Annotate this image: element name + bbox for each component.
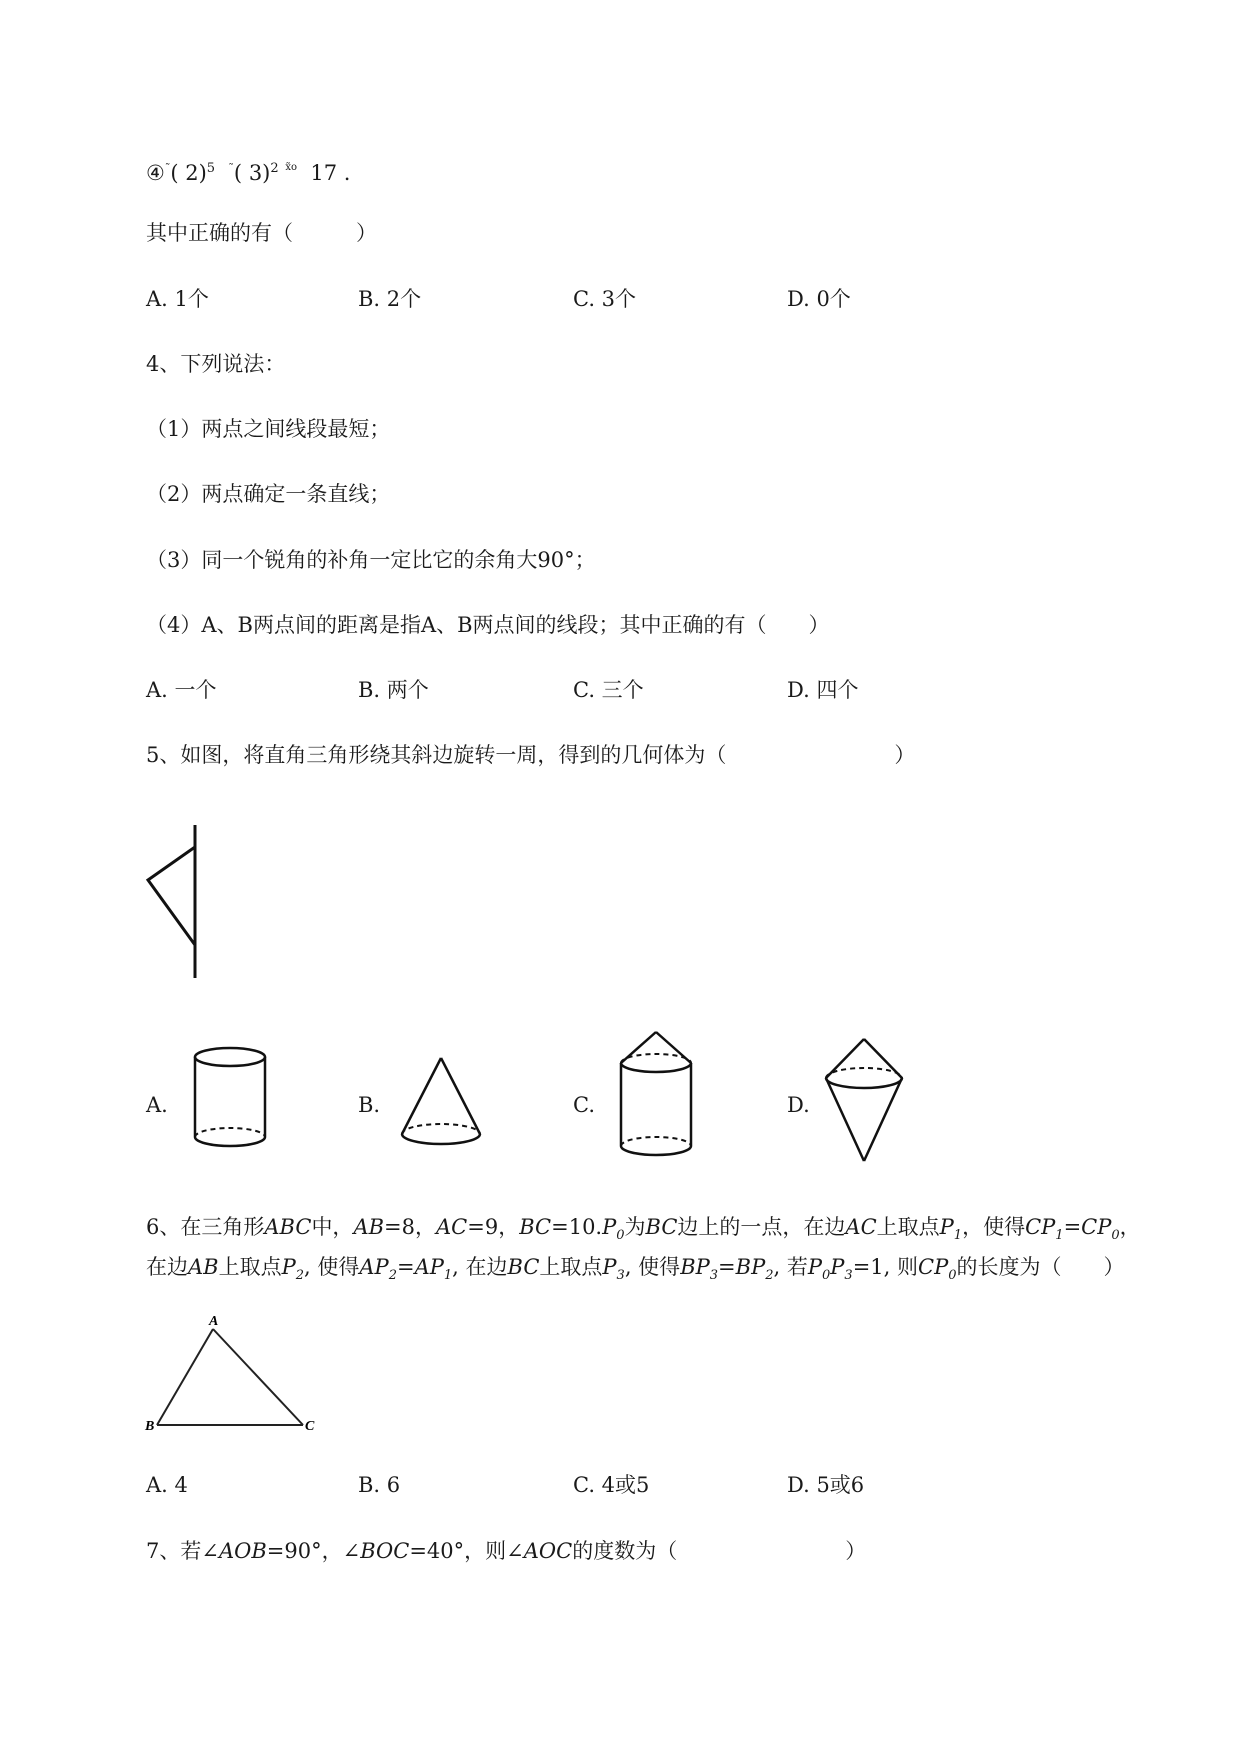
- text: =: [1063, 1215, 1082, 1239]
- subscript: 2: [765, 1268, 774, 1284]
- q4-option-b[interactable]: B. 两个: [358, 678, 429, 702]
- cylinder-icon: [190, 1045, 270, 1155]
- right-triangle-figure: [140, 820, 210, 980]
- text: , 使得: [304, 1255, 360, 1279]
- q4-option-d[interactable]: D. 四个: [787, 678, 859, 702]
- text: , 在边: [452, 1255, 508, 1279]
- q5-option-b[interactable]: B.: [358, 1093, 381, 1117]
- item-marker: ④: [146, 161, 165, 185]
- var: ABC: [264, 1215, 312, 1239]
- label-a: A: [209, 1314, 219, 1329]
- exponent: 5: [206, 161, 216, 176]
- text: 的长度为（ ）: [956, 1255, 1125, 1279]
- q6-option-a[interactable]: A. 4: [146, 1473, 188, 1497]
- q4-statement-4: （4）A、B两点间的距离是指A、B两点间的线段；其中正确的有（ ）: [146, 613, 830, 637]
- text: 中，: [311, 1215, 354, 1239]
- text: 6、在三角形: [146, 1215, 265, 1239]
- q3-item4: ④˜( 2)$^5$ ˜( 3)$^2$ $^{x̃o}$ 17 .: [146, 161, 351, 185]
- var: P: [830, 1255, 845, 1279]
- q7-stem: [146, 1536, 866, 1566]
- text: 的度数为（ ）: [572, 1539, 867, 1563]
- subscript: 1: [1055, 1228, 1064, 1244]
- double-cone-icon: [822, 1035, 906, 1165]
- var: BP: [680, 1255, 710, 1279]
- label-b: B: [145, 1419, 155, 1432]
- q4-stem: 4、下列说法：: [146, 352, 286, 376]
- label-c: C: [305, 1419, 315, 1432]
- text: =40°，则∠: [409, 1539, 524, 1563]
- text: =: [718, 1255, 736, 1279]
- var: BC: [645, 1215, 678, 1239]
- q3-option-c[interactable]: C. 3个: [573, 287, 637, 311]
- text: =1, 则: [852, 1255, 918, 1279]
- subscript: 0: [616, 1228, 625, 1244]
- base-2: 2): [185, 161, 207, 185]
- subscript: 1: [953, 1228, 963, 1244]
- var: AC: [845, 1215, 877, 1239]
- var: P: [939, 1215, 954, 1239]
- text: =9，: [467, 1215, 520, 1239]
- text: 上取点: [218, 1255, 282, 1279]
- var: P: [602, 1215, 617, 1239]
- var: AOB: [218, 1539, 267, 1563]
- q3-option-d[interactable]: D. 0个: [787, 287, 851, 311]
- var: AP: [359, 1255, 389, 1279]
- q4-statement-2: （2）两点确定一条直线；: [146, 482, 391, 506]
- q6-option-c[interactable]: C. 4或5: [573, 1473, 650, 1497]
- q3-option-b[interactable]: B. 2个: [358, 287, 422, 311]
- var: AOC: [523, 1539, 573, 1563]
- q3-option-a[interactable]: A. 1个: [146, 287, 209, 311]
- var: CP: [918, 1255, 949, 1279]
- q5-option-c[interactable]: C.: [573, 1093, 595, 1117]
- base-3: 3): [248, 161, 271, 185]
- var: CP: [1025, 1215, 1056, 1239]
- q6-option-b[interactable]: B. 6: [358, 1473, 401, 1497]
- text: 为: [624, 1215, 646, 1239]
- triangle-abc-figure: [143, 1312, 328, 1432]
- q5-option-d[interactable]: D.: [787, 1093, 810, 1117]
- q4-statement-3: （3）同一个锐角的补角一定比它的余角大90°；: [146, 548, 596, 572]
- var: AP: [414, 1255, 444, 1279]
- text: , 使得: [624, 1255, 681, 1279]
- text: 上取点: [539, 1255, 603, 1279]
- text: 7、若∠: [146, 1539, 219, 1563]
- text: =10.: [551, 1215, 603, 1239]
- text: =: [396, 1255, 415, 1279]
- var: AB: [188, 1255, 219, 1279]
- text: ，使得: [962, 1215, 1026, 1239]
- q6-line-2: [146, 1252, 1124, 1291]
- paren: (: [170, 161, 179, 185]
- text: =8，: [384, 1215, 437, 1239]
- q3-prompt: 其中正确的有（ ）: [146, 221, 377, 245]
- subscript: 0: [948, 1268, 957, 1284]
- var: P: [281, 1255, 296, 1279]
- exponent: 2: [270, 161, 279, 176]
- q4-statement-1: （1）两点之间线段最短；: [146, 417, 391, 441]
- subscript: 0: [821, 1268, 831, 1284]
- value-17: 17 .: [310, 161, 351, 185]
- subscript: 3: [616, 1268, 625, 1284]
- subscript: 0: [1111, 1228, 1120, 1244]
- var: CP: [1081, 1215, 1112, 1239]
- subscript: 2: [295, 1268, 305, 1284]
- text: 在边: [146, 1255, 188, 1279]
- text: 边上的一点，在边: [677, 1215, 846, 1239]
- var: BP: [735, 1255, 766, 1279]
- var: AB: [353, 1215, 385, 1239]
- q6-line-1: [146, 1212, 1141, 1251]
- text: , 若: [773, 1255, 808, 1279]
- var: P: [602, 1255, 617, 1279]
- var: P: [807, 1255, 822, 1279]
- subscript: 3: [709, 1268, 719, 1284]
- subscript: 1: [443, 1268, 453, 1284]
- var: BOC: [360, 1539, 410, 1563]
- var: AC: [436, 1215, 468, 1239]
- subscript: 3: [844, 1268, 853, 1284]
- cylinder-with-cone-icon: [617, 1028, 695, 1163]
- q5-option-a[interactable]: A.: [146, 1093, 168, 1117]
- q5-stem: 5、如图，将直角三角形绕其斜边旋转一周，得到的几何体为（ ）: [146, 743, 916, 767]
- var: BC: [507, 1255, 540, 1279]
- text: ，: [1119, 1215, 1141, 1239]
- cone-icon: [398, 1055, 484, 1150]
- q4-option-a[interactable]: A. 一个: [146, 678, 217, 702]
- q4-option-c[interactable]: C. 三个: [573, 678, 644, 702]
- subscript: 2: [388, 1268, 397, 1284]
- q6-option-d[interactable]: D. 5或6: [787, 1473, 865, 1497]
- text: 上取点: [876, 1215, 940, 1239]
- var: BC: [519, 1215, 552, 1239]
- text: =90°，∠: [266, 1539, 361, 1563]
- paren: (: [233, 161, 243, 185]
